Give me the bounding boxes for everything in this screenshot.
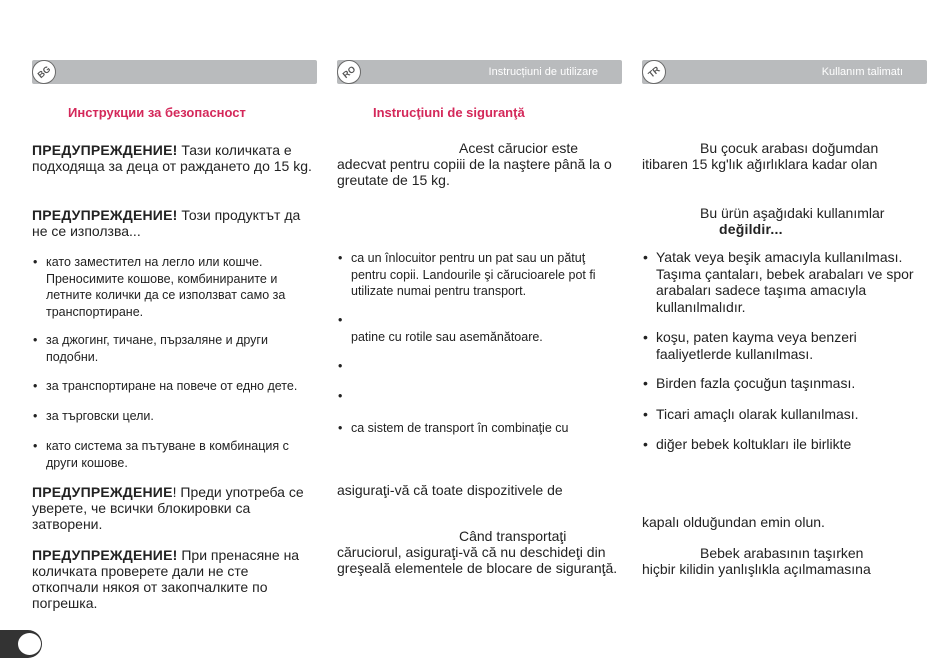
warning-4-bg <box>32 547 317 611</box>
paragraph-text: Când transportaţi <box>459 528 567 544</box>
lang-badge-bg: BG <box>27 55 61 89</box>
warning-3-bg <box>32 484 317 532</box>
warning-label: ПРЕДУПРЕЖДЕНИЕ <box>32 484 173 500</box>
list-item: • koşu, paten kayma veya benzeri faaliyetlerde kullanılması. <box>642 329 927 362</box>
paragraph-text: itibaren 15 kg'lık ağırlıklara kadar olan <box>642 156 878 172</box>
list-item: • ca un înlocuitor pentru un pat sau un pătuţ pentru copii. Landourile şi cărucioarele pot fi utilizate numai pentru transport. <box>337 250 622 300</box>
list-item: • като заместител на легло или кошче. Преносимите кошове, комбинираните и летните колички да се използват само за транспортиране. <box>32 254 317 320</box>
header-bar-ro <box>337 60 622 84</box>
paragraph-3-ro <box>337 528 622 576</box>
list-item <box>337 312 622 345</box>
header-bar-bg <box>32 60 317 84</box>
paragraph-text: Acest cărucior este <box>459 140 579 156</box>
warning-text: Този продуктът да не се използва... <box>32 207 301 239</box>
header-text-tr: Kullanım talimatı <box>821 66 903 78</box>
page-tab-circle <box>18 633 41 655</box>
warning-text: При пренасяне на количката проверете дали не сте откопчали някоя от закопчалките по погрешка. <box>32 547 300 611</box>
paragraph-text: hiçbir kilidin yanlışlıkla açılmamasına <box>642 561 871 577</box>
paragraph-4-tr <box>642 545 927 577</box>
paragraph-1-tr <box>642 140 927 172</box>
lang-badge-tr: TR <box>637 55 671 89</box>
paragraph-2-ro: asiguraţi-vă că toate dispozitivele de <box>337 482 563 498</box>
header-bar-tr <box>642 60 927 84</box>
paragraph-1-ro <box>337 140 622 188</box>
column-ro <box>337 60 622 576</box>
paragraph-text: Bu çocuk arabası doğumdan <box>700 140 879 156</box>
list-item: • за търговски цели. <box>32 408 317 425</box>
lang-badge-ro: RO <box>332 55 366 89</box>
list-item: • Ticari amaçlı olarak kullanılması. <box>642 406 927 423</box>
list-item: • за транспортиране на повече от едно дете. <box>32 378 317 395</box>
warning-label: ПРЕДУПРЕЖДЕНИЕ! <box>32 547 178 563</box>
paragraph-bold: değildir... <box>719 221 783 237</box>
list-item: • за джогинг, тичане, пързаляне и други подобни. <box>32 332 317 365</box>
list-item: • diğer bebek koltukları ile birlikte <box>642 436 927 453</box>
paragraph-3-tr: kapalı olduğundan emin olun. <box>642 514 825 530</box>
section-title-ro: Instrucţiuni de siguranţă <box>373 105 525 120</box>
column-tr <box>642 60 927 577</box>
warning-1-bg <box>32 142 317 174</box>
header-text-ro: Instrucțiuni de utilizare <box>488 66 598 78</box>
warning-2-bg <box>32 207 317 239</box>
list-item: • Birden fazla çocuğun taşınması. <box>642 375 927 392</box>
paragraph-text: căruciorul, asiguraţi-vă că nu deschideţi din greşeală elementele de blocare de siguranţă. <box>337 544 618 576</box>
section-title-bg: Инструкции за безопасност <box>68 105 246 120</box>
paragraph-2-tr <box>642 205 927 237</box>
paragraph-text: Bu ürün aşağıdaki kullanımlar <box>700 205 885 221</box>
column-bg <box>32 60 317 611</box>
list-item: • Yatak veya beşik amacıyla kullanılması. Taşıma çantaları, bebek arabaları ve spor arabaları sadece taşıma amacıyla kullanılmalıdır. <box>642 249 927 315</box>
list-item: • като система за пътуване в комбинация с други кошове. <box>32 438 317 471</box>
warning-label: ПРЕДУПРЕЖДЕНИЕ! <box>32 142 178 158</box>
list-item: • ca sistem de transport în combinaţie cu <box>337 420 622 437</box>
paragraph-text: Bebek arabasının taşırken <box>700 545 864 561</box>
paragraph-text: adecvat pentru copiii de la naştere până la o greutate de 15 kg. <box>337 156 612 188</box>
warning-text: Тази количката е подходяща за деца от раждането до 15 kg. <box>32 142 312 174</box>
warning-label: ПРЕДУПРЕЖДЕНИЕ! <box>32 207 178 223</box>
list-item-text: patine cu rotile sau asemănătoare. <box>351 329 543 344</box>
warning-text: ! Преди употреба се уверете, че всички блокировки са затворени. <box>32 484 304 532</box>
